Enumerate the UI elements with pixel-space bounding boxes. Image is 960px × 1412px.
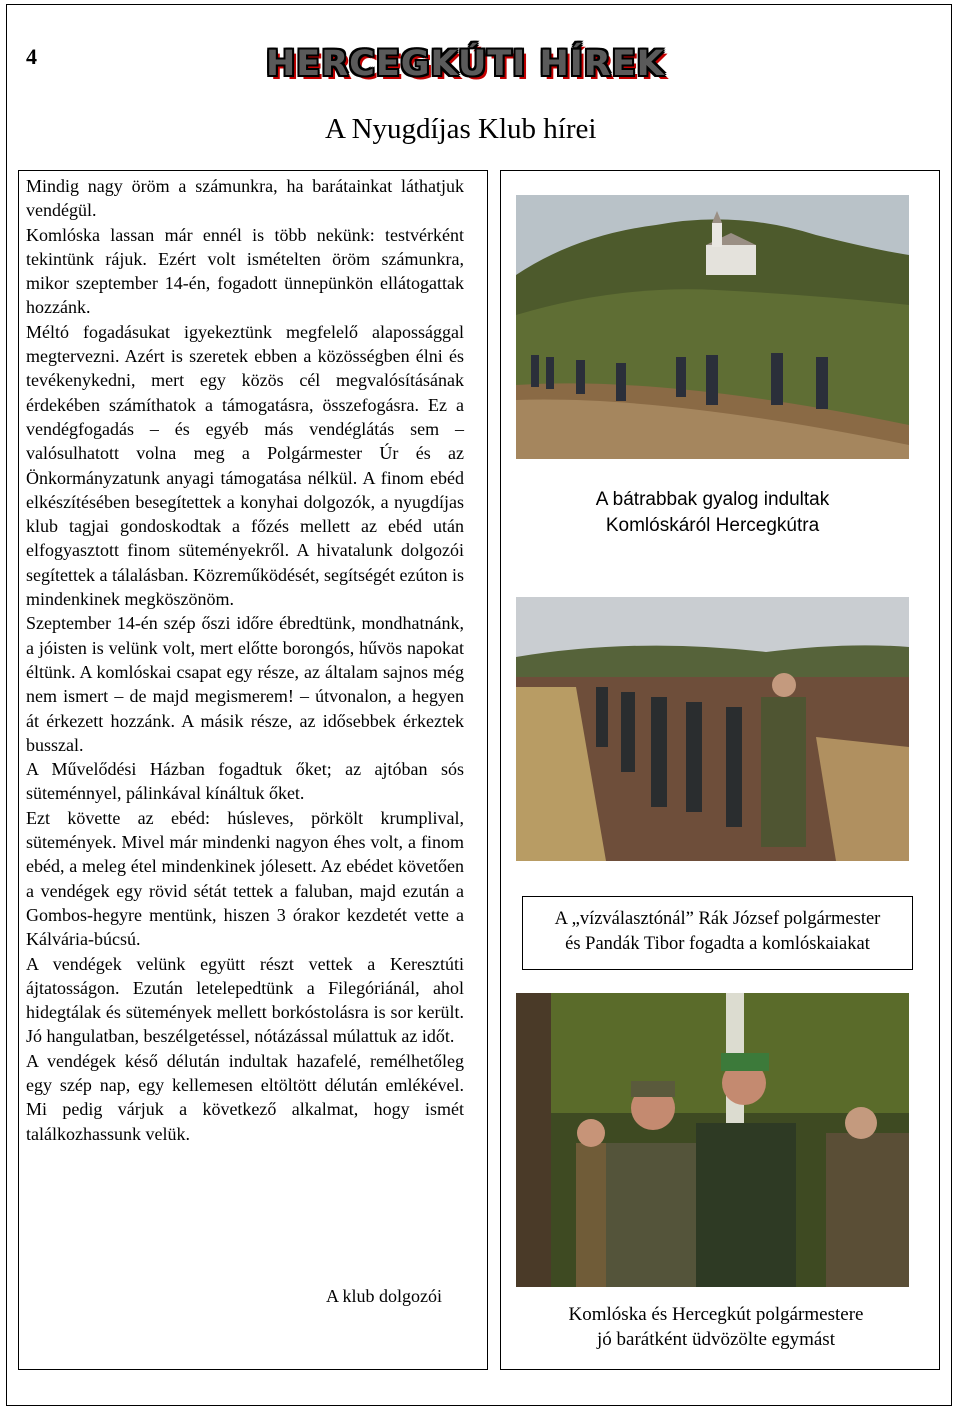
photo-caption xyxy=(516,487,909,539)
article-paragraph: Komlóska lassan már ennél is több nekünk: testvérként tekintünk rájuk. Ezért volt ismételten öröm számunkra, mikor szeptember 14-én, fogadott ünnepünkön ellátogattak hozzánk. xyxy=(26,224,464,318)
article-paragraph: Mindig nagy öröm a számunkra, ha barátainkat láthatjuk vendégül. xyxy=(26,176,464,221)
photo-caption-boxed xyxy=(522,896,913,970)
caption-line: Komlóska és Hercegkút polgármestere xyxy=(568,1304,864,1325)
caption-line: A bátrabbak gyalog indultak xyxy=(595,489,830,510)
caption-line: és Pandák Tibor fogadta a komlóskaiakat xyxy=(565,934,870,954)
photo-hikers-path xyxy=(516,195,909,459)
article-paragraph: A vendégek késő délután indultak hazafelé, remélhetőleg egy szép nap, egy kellemesen eltöltött délután emlékével. Mi pedig várjuk a következő alkalmat, hogy ismét találkozhassunk velük. xyxy=(26,1050,464,1144)
photo-caption xyxy=(516,1302,916,1352)
caption-line: jó barátként üdvözölte egymást xyxy=(597,1329,835,1350)
article-body xyxy=(26,174,464,1146)
caption-line: Komlóskáról Hercegkútra xyxy=(605,515,820,536)
photo-group-field xyxy=(516,597,909,861)
photo-mayors-greeting xyxy=(516,993,909,1287)
masthead-logo: HERCEGKÚTI HÍREK xyxy=(266,44,665,84)
article-paragraph: Méltó fogadásukat igyekeztünk megfelelő alapossággal megtervezni. Azért is szeretek ebben a közösségben élni és tevékenykedni, mert egy közös cél megvalósításának érdekében számíthatok a támogatásra, összefogásra. Ez a vendégfogadás – és egyéb más vendéglátás sem – valósulhatott volna meg a Polgármester Úr és az Önkormányzatunk anyagi támogatása nélkül. A finom ebéd elkészítésében besegítettek a konyhai dolgozók, a nyugdíjas klub tagjai gondoskodtak a főzés mellett az ebéd után elfogyasztott finom süteményekről. A hivatalunk dolgozói segítettek a tálalásban. Közreműködését, segítségét ezúton is mindenkinek megköszönöm. xyxy=(26,321,464,610)
caption-line: A „vízválasztónál” Rák József polgármester xyxy=(554,909,881,929)
article-signature: A klub dolgozói xyxy=(326,1286,442,1306)
article-paragraph: A Művelődési Házban fogadtuk őket; az ajtóban sós süteménnyel, pálinkával kínáltuk őket. xyxy=(26,759,464,804)
article-paragraph: A vendégek velünk együtt részt vettek a Keresztúti ájtatosságon. Ezután letelepedtünk a Filegóriánál, ahol hidegtálak és sütemények mellett borkóstolásra is sor került. Jó hangulatban, beszélgetéssel, nótázással múlattuk az időt. xyxy=(26,953,464,1047)
section-title: A Nyugdíjas Klub hírei xyxy=(325,113,597,145)
article-paragraph: Ezt követte az ebéd: húsleves, pörkölt krumplival, sütemények. Mivel már mindenki nagyon éhes volt, a finom ebéd, a meleg étel mindenkinek jólesett. Az ebédet követően a vendégek egy rövid sétát tettek a faluban, majd ezután a Gombos-hegyre mentünk, hiszen 3 órakor kezdetét vette a Kálvária-búcsú. xyxy=(26,807,464,950)
page-number: 4 xyxy=(26,44,37,69)
article-paragraph: Szeptember 14-én szép őszi időre ébredtünk, mondhatnánk, a jóisten is velünk volt, mert előtte borongós, hűvös napokat éltünk. A komlóskai csapat egy része, az általam sajnos még nem ismert – de majd megismerem! – útvonalon, a hegyen át érkezett hozzánk. A másik része, az idősebbek érkeztek busszal. xyxy=(26,613,464,755)
